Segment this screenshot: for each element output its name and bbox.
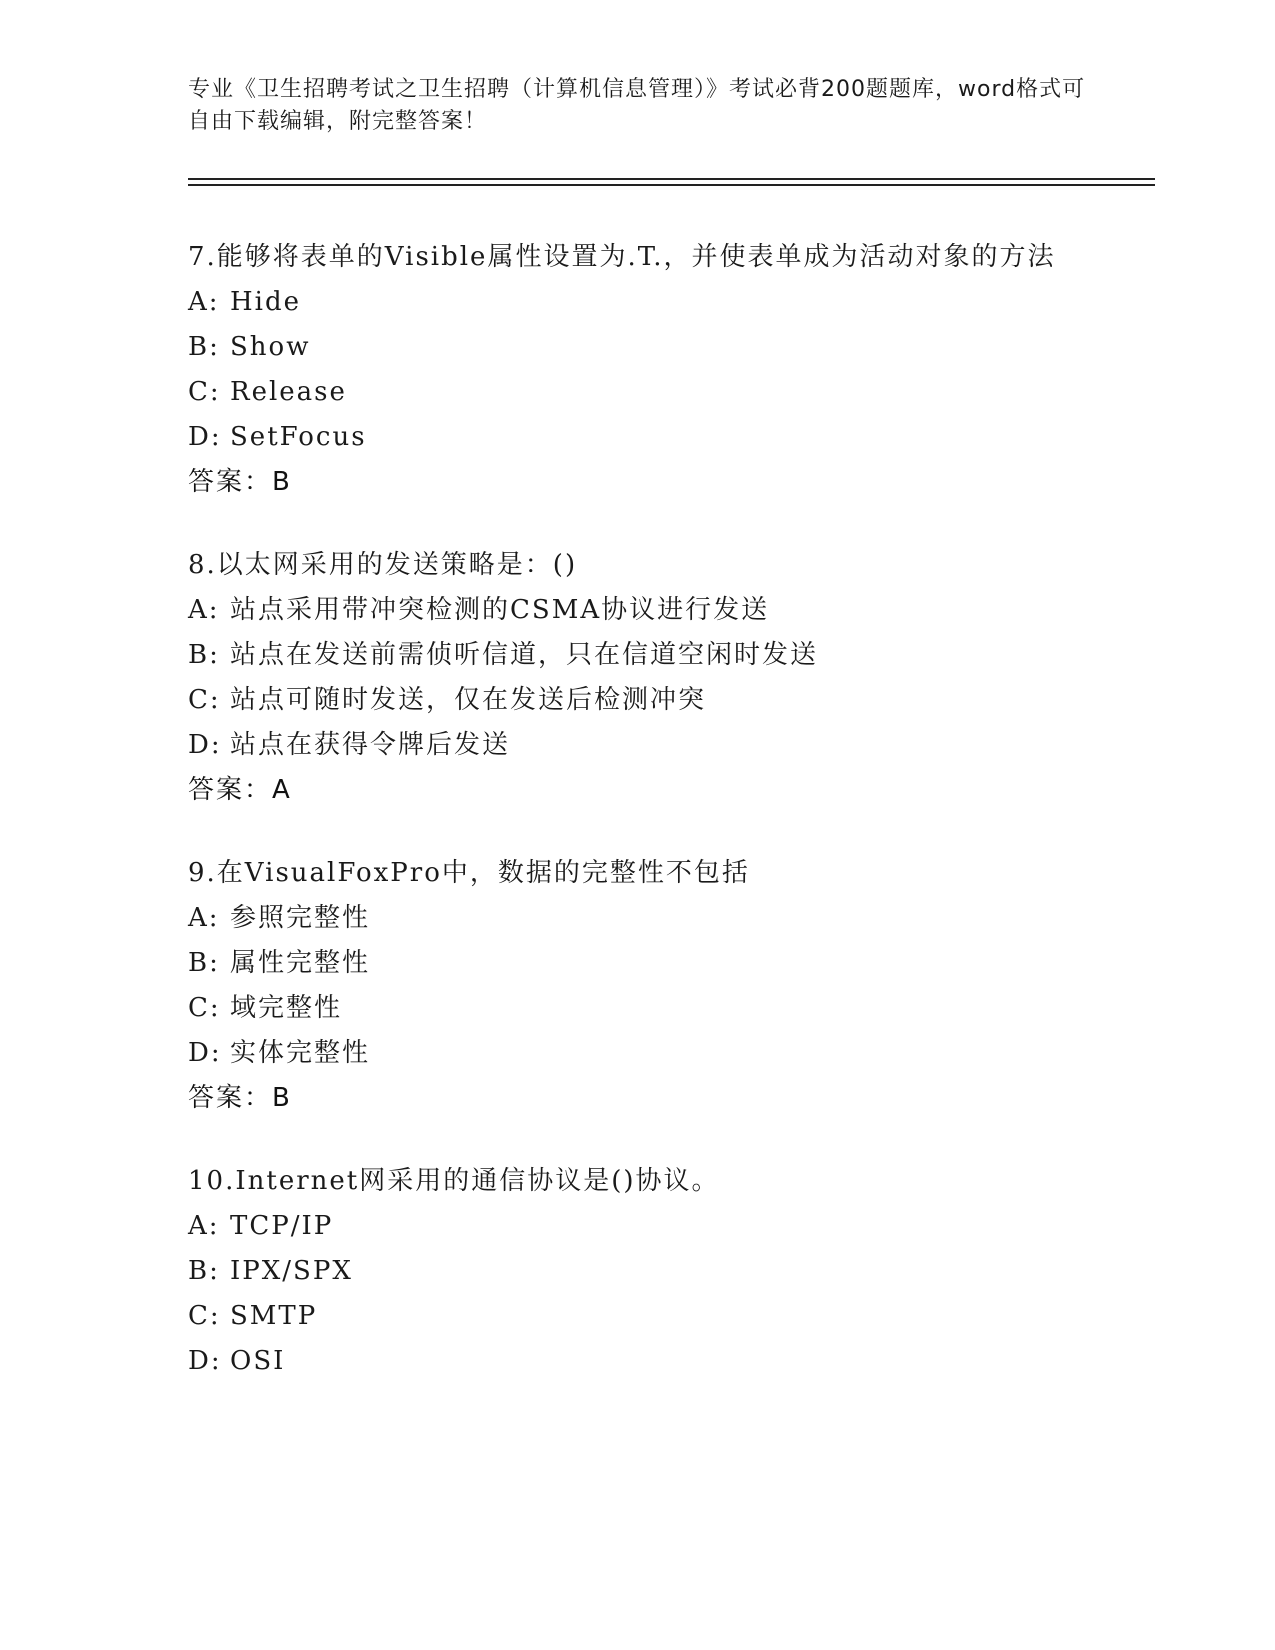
option-key: D:	[188, 1038, 222, 1068]
question-stem: 7.能够将表单的Visible属性设置为.T.，并使表单成为活动对象的方法	[188, 242, 1056, 272]
option-key: C:	[188, 685, 221, 715]
option-text: TCP/IP	[230, 1211, 334, 1241]
question-stem: 10.Internet网采用的通信协议是()协议。	[188, 1166, 720, 1196]
question-7	[188, 235, 1088, 505]
option-text: 实体完整性	[230, 1038, 371, 1068]
option-text: OSI	[230, 1346, 286, 1376]
option-d	[188, 723, 1088, 768]
option-text: Release	[230, 377, 347, 407]
header-divider-top	[188, 178, 1155, 180]
document-intro: 专业《卫生招聘考试之卫生招聘（计算机信息管理）》考试必背200题题库，word格式可自由下载编辑，附完整答案！	[188, 77, 1086, 134]
option-c	[188, 1294, 1088, 1339]
option-text: 站点采用带冲突检测的CSMA协议进行发送	[230, 595, 770, 625]
option-d	[188, 1031, 1088, 1076]
option-key: B:	[188, 640, 220, 670]
option-text: 站点可随时发送，仅在发送后检测冲突	[230, 685, 707, 715]
option-text: 参照完整性	[230, 903, 371, 933]
option-d	[188, 1339, 1088, 1384]
option-text: SetFocus	[230, 422, 367, 452]
option-text: Show	[230, 332, 311, 362]
option-key: C:	[188, 1301, 221, 1331]
option-key: B:	[188, 948, 220, 978]
option-a	[188, 588, 1088, 633]
option-text: Hide	[230, 287, 302, 317]
option-a	[188, 280, 1088, 325]
option-key: D:	[188, 1346, 222, 1376]
option-text: 域完整性	[230, 993, 343, 1023]
option-c	[188, 678, 1088, 723]
option-key: C:	[188, 377, 221, 407]
answer-line: 答案：B	[188, 1083, 292, 1113]
option-b	[188, 1249, 1088, 1294]
option-key: B:	[188, 332, 220, 362]
option-a	[188, 1204, 1088, 1249]
question-stem: 8.以太网采用的发送策略是：()	[188, 550, 578, 580]
option-key: D:	[188, 422, 222, 452]
option-key: A:	[188, 287, 220, 317]
option-text: IPX/SPX	[230, 1256, 353, 1286]
option-key: A:	[188, 1211, 220, 1241]
question-9	[188, 851, 1088, 1121]
option-b	[188, 941, 1088, 986]
header-divider-bottom	[188, 184, 1155, 186]
option-key: D:	[188, 730, 222, 760]
option-d	[188, 415, 1088, 460]
option-c	[188, 370, 1088, 415]
answer-line: 答案：A	[188, 775, 292, 805]
option-b	[188, 325, 1088, 370]
option-key: B:	[188, 1256, 220, 1286]
option-c	[188, 986, 1088, 1031]
answer-line: 答案：B	[188, 467, 292, 497]
question-8	[188, 543, 1088, 813]
option-text: 站点在发送前需侦听信道，只在信道空闲时发送	[230, 640, 819, 670]
option-text: SMTP	[230, 1301, 318, 1331]
option-text: 站点在获得令牌后发送	[230, 730, 511, 760]
option-a	[188, 896, 1088, 941]
question-list	[188, 235, 1088, 1422]
option-key: A:	[188, 595, 220, 625]
option-text: 属性完整性	[230, 948, 371, 978]
question-stem: 9.在VisualFoxPro中，数据的完整性不包括	[188, 858, 750, 888]
option-key: C:	[188, 993, 221, 1023]
option-b	[188, 633, 1088, 678]
option-key: A:	[188, 903, 220, 933]
question-10	[188, 1159, 1088, 1384]
